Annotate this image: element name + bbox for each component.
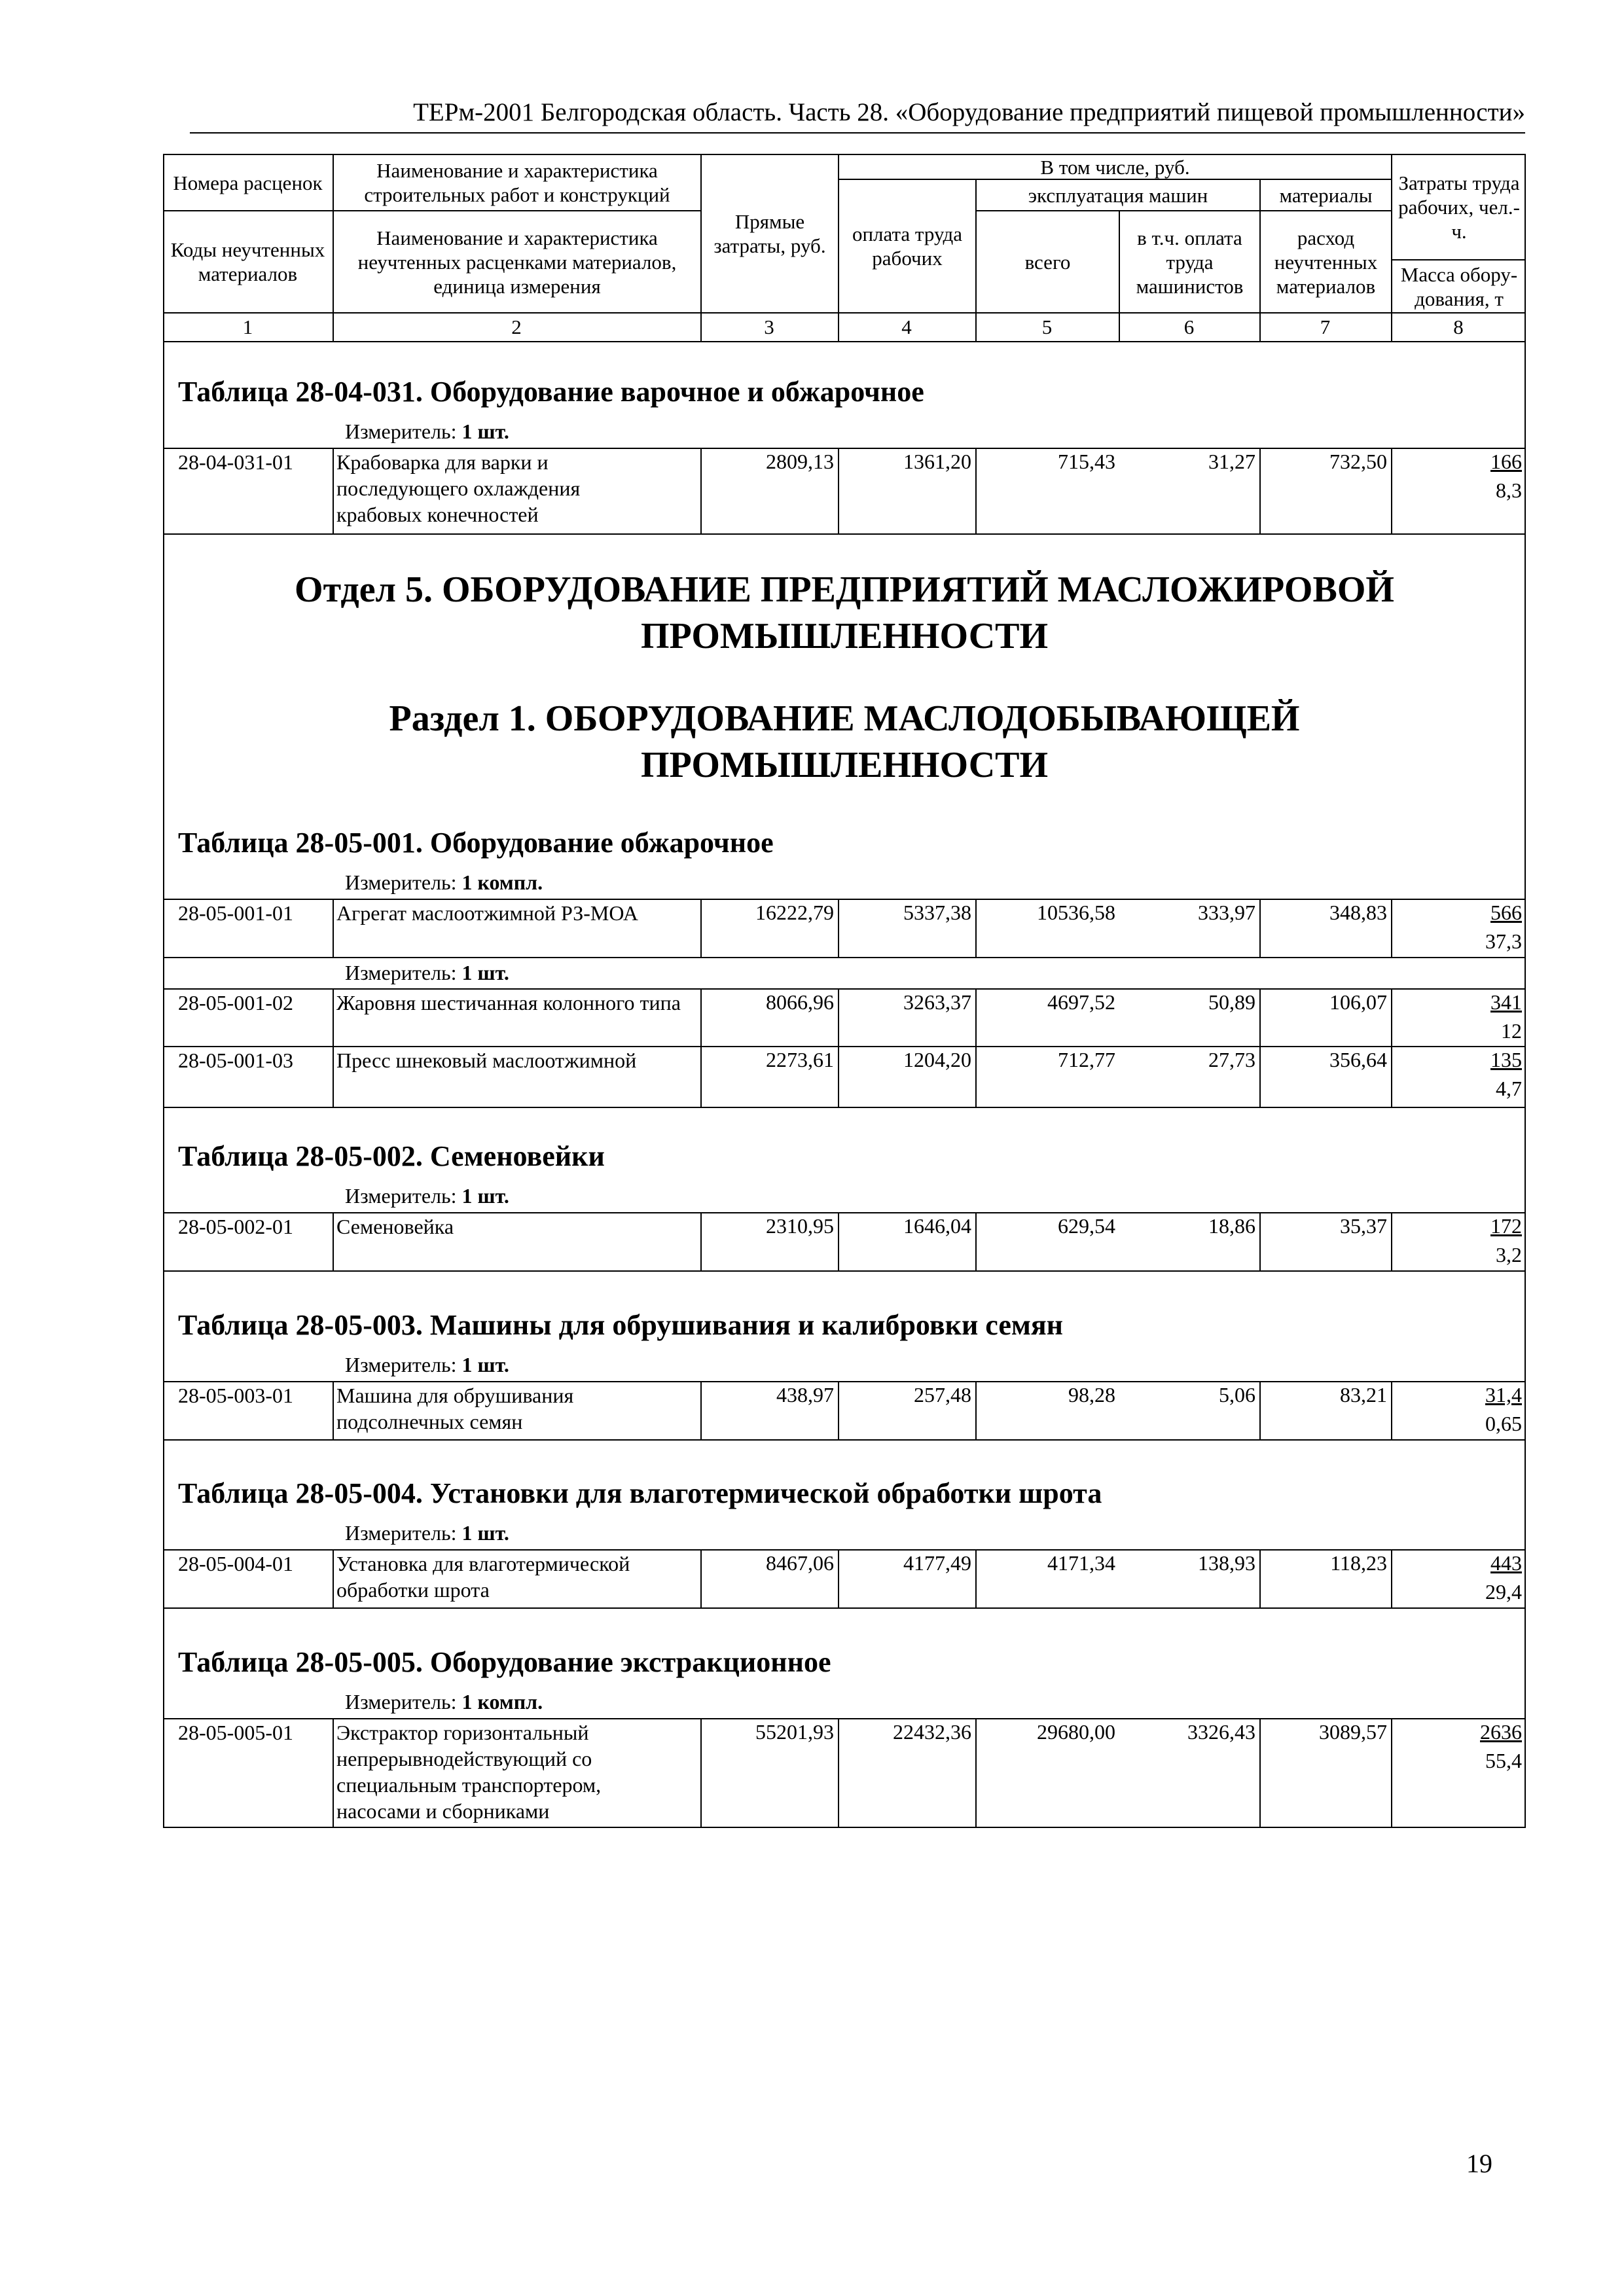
rate-code: 28-05-002-01	[178, 1215, 293, 1238]
col-number: 1	[242, 315, 253, 338]
rate-code: 28-05-001-02	[178, 991, 293, 1014]
materials-cost: 83,21	[1340, 1383, 1387, 1407]
col8-top-header: Затраты труда рабочих, чел.-ч.	[1398, 171, 1520, 243]
vline	[333, 899, 334, 957]
table-title: Таблица 28-05-001. Оборудование обжарочное	[178, 827, 774, 859]
col-number: 4	[901, 315, 912, 338]
vline	[333, 1212, 334, 1270]
machinists-pay: 31,27	[1208, 450, 1255, 473]
labor-pay: 5337,38	[903, 901, 971, 924]
equipment-mass: 37,3	[1485, 929, 1522, 953]
razdel-heading-line2: ПРОМЫШЛЕННОСТИ	[640, 745, 1049, 785]
rate-description: Крабоварка для варки и последующего охлаждения крабовых конечностей	[336, 450, 581, 526]
vline	[333, 1718, 334, 1828]
rate-code: 28-05-001-03	[178, 1049, 293, 1072]
labor-pay: 257,48	[914, 1383, 971, 1407]
machinists-pay: 50,89	[1208, 990, 1255, 1014]
machinists-pay: 138,93	[1198, 1551, 1255, 1575]
hline	[163, 533, 1526, 535]
labor-hours: 31,4	[1485, 1383, 1522, 1407]
meter-line: Измеритель: 1 шт.	[345, 1521, 509, 1545]
machines-total: 29680,00	[1037, 1720, 1115, 1744]
col5-header: всего	[1024, 250, 1071, 274]
machines-total: 715,43	[1058, 450, 1115, 473]
machinists-pay: 5,06	[1219, 1383, 1255, 1407]
col-number: 6	[1183, 315, 1195, 338]
rate-description: Агрегат маслоотжимной РЗ-МОА	[336, 901, 638, 925]
col1-top-header: Номера расценок	[173, 171, 323, 194]
machinists-pay: 27,73	[1208, 1048, 1255, 1071]
materials-cost: 35,37	[1340, 1214, 1387, 1238]
rate-description: Машина для обрушивания подсолнечных семян	[336, 1384, 574, 1433]
equipment-mass: 0,65	[1485, 1412, 1522, 1435]
labor-hours: 443	[1490, 1551, 1522, 1575]
materials-cost: 118,23	[1330, 1551, 1387, 1575]
direct-costs: 2310,95	[766, 1214, 834, 1238]
machines-total: 10536,58	[1037, 901, 1115, 924]
rate-description: Семеновейка	[336, 1215, 454, 1238]
machines-total: 4171,34	[1047, 1551, 1115, 1575]
col-number: 3	[764, 315, 774, 338]
meter-line: Измеритель: 1 компл.	[345, 870, 543, 894]
direct-costs: 8066,96	[766, 990, 834, 1014]
rate-code: 28-05-001-01	[178, 901, 293, 925]
machinists-pay: 3326,43	[1187, 1720, 1255, 1744]
direct-costs: 2273,61	[766, 1048, 834, 1071]
labor-hours: 2636	[1480, 1720, 1522, 1744]
machinists-pay: 333,97	[1198, 901, 1255, 924]
col-number: 5	[1041, 315, 1053, 338]
table-title: Таблица 28-05-005. Оборудование экстракционное	[178, 1646, 831, 1678]
meter-line: Измеритель: 1 шт.	[345, 420, 509, 443]
col6-header: в т.ч. оплата труда машинистов	[1136, 226, 1244, 298]
meter-line: Измеритель: 1 шт.	[345, 1184, 509, 1208]
header-rule	[190, 132, 1525, 134]
machines-total: 629,54	[1058, 1214, 1115, 1238]
vline	[333, 448, 334, 533]
rate-description: Жаровня шестичанная колонного типа	[336, 991, 681, 1014]
col-number: 7	[1320, 315, 1331, 338]
col8-bottom-header: Масса обору-дования, т	[1400, 262, 1518, 310]
materials-cost: 106,07	[1329, 990, 1387, 1014]
col-number: 8	[1453, 315, 1464, 338]
rate-description: Экстрактор горизонтальный непрерывнодействующий со специальным транспортером, насосами и сборниками	[336, 1721, 602, 1823]
materials-cost: 3089,57	[1319, 1720, 1387, 1744]
meter-line: Измеритель: 1 компл.	[345, 1690, 543, 1713]
equipment-mass: 8,3	[1496, 478, 1522, 502]
materials-cost: 732,50	[1329, 450, 1387, 473]
machinists-pay: 18,86	[1208, 1214, 1255, 1238]
rate-code: 28-05-004-01	[178, 1552, 293, 1575]
hline	[163, 1107, 1526, 1108]
machines-total: 98,28	[1068, 1383, 1115, 1407]
table-title: Таблица 28-04-031. Оборудование варочное и обжарочное	[178, 376, 924, 408]
meter-line: Измеритель: 1 шт.	[345, 961, 509, 984]
meter-line: Измеритель: 1 шт.	[345, 1353, 509, 1376]
vline	[333, 988, 334, 1107]
table-title: Таблица 28-05-004. Установки для влаготермической обработки шрота	[178, 1477, 1102, 1509]
machines-total: 4697,52	[1047, 990, 1115, 1014]
hline	[163, 1607, 1526, 1609]
direct-costs: 55201,93	[755, 1720, 834, 1744]
materials-header: материалы	[1279, 183, 1373, 207]
page-number: 19	[1466, 2149, 1492, 2178]
dept-heading-line2: ПРОМЫШЛЕННОСТИ	[640, 616, 1049, 656]
labor-hours: 135	[1490, 1048, 1522, 1071]
equipment-mass: 55,4	[1485, 1749, 1522, 1772]
equipment-mass: 29,4	[1485, 1580, 1522, 1604]
labor-pay: 3263,37	[903, 990, 971, 1014]
labor-hours: 166	[1490, 450, 1522, 473]
direct-costs: 16222,79	[755, 901, 834, 924]
machines-total: 712,77	[1058, 1048, 1115, 1071]
hline	[163, 341, 1526, 342]
vline	[333, 1381, 334, 1439]
labor-hours: 566	[1490, 901, 1522, 924]
labor-pay: 4177,49	[903, 1551, 971, 1575]
equipment-mass: 12	[1501, 1019, 1522, 1043]
materials-cost: 348,83	[1329, 901, 1387, 924]
table-title: Таблица 28-05-002. Семеновейки	[178, 1140, 605, 1172]
labor-pay: 1361,20	[903, 450, 971, 473]
running-header: ТЕРм-2001 Белгородская область. Часть 28. «Оборудование предприятий пищевой промышленности»	[413, 98, 1525, 126]
equipment-mass: 3,2	[1496, 1243, 1522, 1266]
vline	[333, 1549, 334, 1607]
razdel-heading-line1: Раздел 1. ОБОРУДОВАНИЕ МАСЛОДОБЫВАЮЩЕЙ	[389, 698, 1300, 739]
labor-pay: 1204,20	[903, 1048, 971, 1071]
col2-top-header: Наименование и характеристика строительных работ и конструкций	[364, 159, 670, 206]
col2-bottom-header: Наименование и характеристика неучтенных расценками материалов, единица измерения	[357, 226, 677, 298]
rate-code: 28-04-031-01	[178, 450, 293, 474]
labor-hours: 341	[1490, 990, 1522, 1014]
dept-heading-line1: Отдел 5. ОБОРУДОВАНИЕ ПРЕДПРИЯТИЙ МАСЛОЖИРОВОЙ	[295, 569, 1394, 610]
rate-code: 28-05-005-01	[178, 1721, 293, 1744]
col1-bottom-header: Коды неучтенных материалов	[170, 238, 325, 285]
col4-header: оплата труда рабочих	[852, 223, 963, 270]
hline	[163, 1270, 1526, 1272]
materials-cost: 356,64	[1329, 1048, 1387, 1071]
labor-hours: 172	[1490, 1214, 1522, 1238]
rate-description: Пресс шнековый маслоотжимной	[336, 1049, 637, 1072]
machines-header: эксплуатация машин	[1028, 183, 1208, 207]
equipment-mass: 4,7	[1496, 1077, 1522, 1100]
table-title: Таблица 28-05-003. Машины для обрушивания и калибровки семян	[178, 1309, 1064, 1341]
rate-description: Установка для влаготермической обработки шрота	[336, 1552, 630, 1602]
hline	[163, 957, 1526, 958]
col3-header: Прямые затраты, руб.	[713, 210, 826, 257]
hline	[163, 1439, 1526, 1441]
direct-costs: 2809,13	[766, 450, 834, 473]
labor-pay: 22432,36	[893, 1720, 971, 1744]
labor-pay: 1646,04	[903, 1214, 971, 1238]
direct-costs: 8467,06	[766, 1551, 834, 1575]
rate-code: 28-05-003-01	[178, 1384, 293, 1407]
incl-header: В том числе, руб.	[1040, 155, 1190, 179]
col7-header: расход неучтенных материалов	[1274, 226, 1378, 298]
direct-costs: 438,97	[776, 1383, 834, 1407]
col-number: 2	[511, 315, 522, 338]
